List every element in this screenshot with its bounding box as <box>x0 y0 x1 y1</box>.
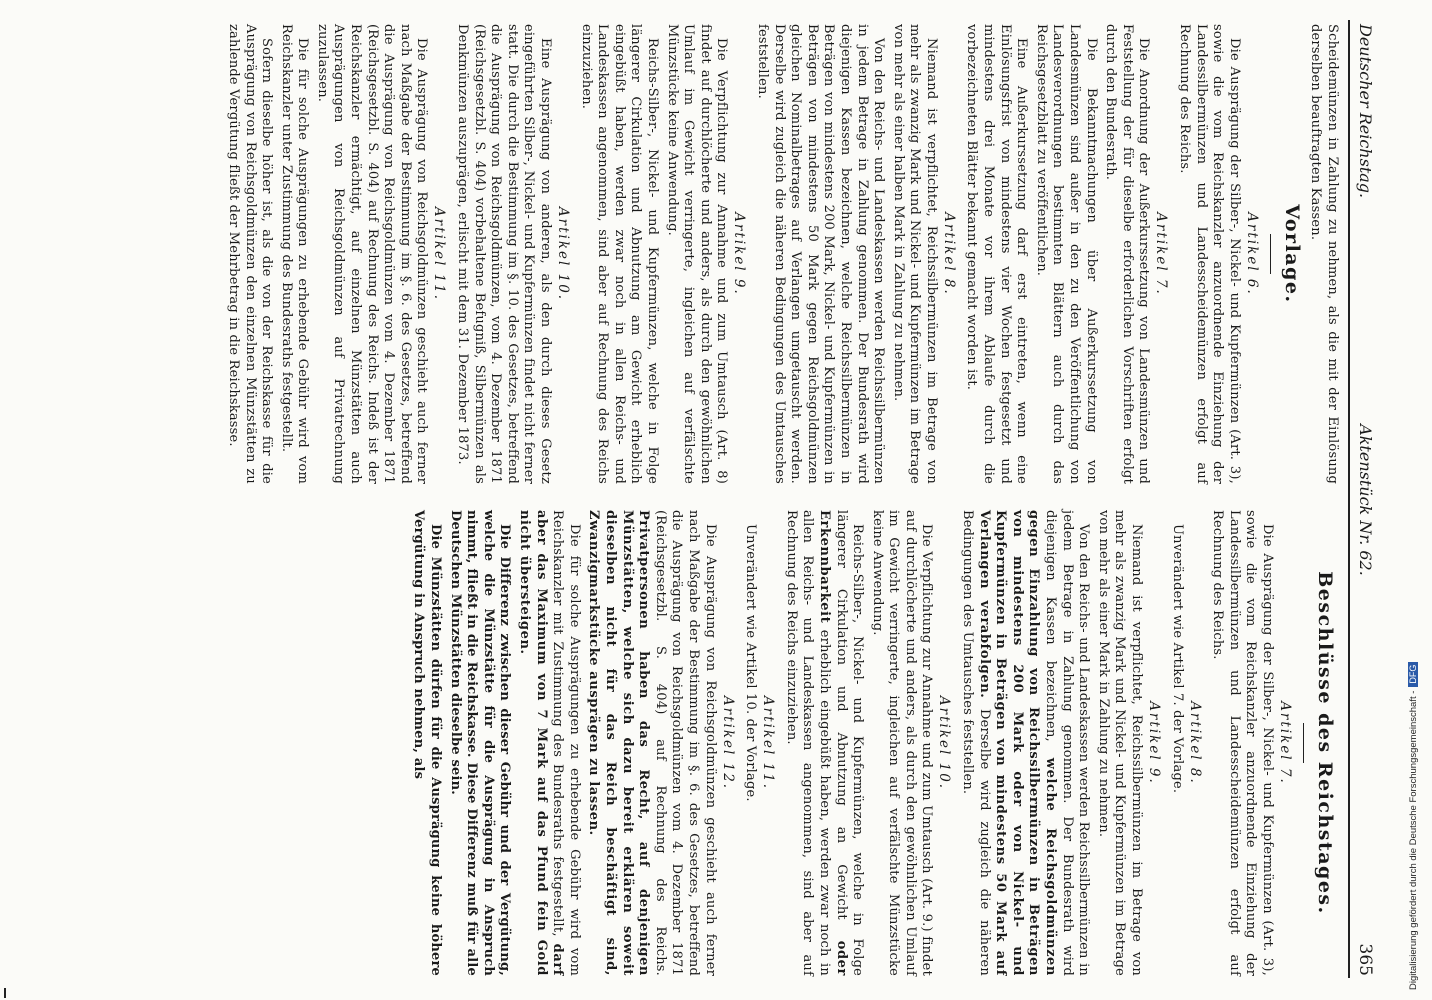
left-art9-text1: Die Verpflichtung zur Annahme und zum Umtausch (Art. 8) findet auf durchlöcherte und anders, als durch den gewöhnlichen Umlauf im Gewicht verringerte, ingleichen auf verfälschte Münzstücke keine Anwendung. <box>664 24 730 484</box>
right-art12-text2 <box>515 510 581 976</box>
header-center: Aktenstück Nr. 62. <box>1356 424 1375 576</box>
right-art9-text2b: welche Reichsgoldmünzen gegen Einzahlung von Reichssilbermünzen in Beträgen von mindestens 200 Mark oder von Nickel- und Kupfermünzen in Beträgen von mindestens 50 Mark auf Verlangen verabfolgen. <box>976 510 1059 976</box>
right-art7-text: Die Ausprägung der Silber-, Nickel- und Kupfermünzen (Art. 3), sowie die vom Reichskanzler anzuordnende Einziehung der Landessilbermünzen und Landesscheidemünzen erfolgt auf Rechnung des Reichs. <box>1210 510 1275 976</box>
left-art11-text2: Die für solche Ausprägungen zu erhebende Gebühr wird vom Reichskanzler unter Zustimmung des Bundesraths festgestellt. <box>278 24 311 484</box>
scan-edge-mark <box>4 988 6 998</box>
left-art11-text1: Die Ausprägung von Reichsgoldmünzen geschieht auch ferner nach Maßgabe der Bestimmung im §. 6. des Gesetzes, betreffend die Ausprägung von Reichsgoldmünzen vom 4. Dezember 1871 (Reichsgesetzbl. S. 404) auf Rechnung des Reichs. Indeß ist der Reichskanzler ermächtigt, auf einzelnen Münzstätten auch Ausprägungen von Reichsgoldmünzen auf Privatrechnung zuzulassen. <box>314 24 430 484</box>
left-art7-text2: Die Bekanntmachungen über Außerkurssetzung von Landesmünzen sind außer in den zu den Veröffentlichung von Landesverordnungen bestimmten Blättern auch durch das Reichsgesetzblatt zu veröffentlichen. <box>1033 24 1099 484</box>
right-column <box>407 510 1340 976</box>
right-art9-title: Artikel 9. <box>1146 701 1163 785</box>
left-art8-text1: Niemand ist verpflichtet, Reichssilbermünzen im Betrage von mehr als zwanzig Mark und Nickel- und Kupfermünzen im Betrage von mehr als einer halben Mark in Zahlung zu nehmen. <box>890 24 939 484</box>
left-heading: Vorlage. <box>1280 204 1303 304</box>
right-art10-text2b: oder Erkennbarkeit <box>816 510 849 976</box>
left-art11-text3: Sofern dieselbe höher ist, als die von der Reichskasse für die Ausprägung von Reichsgoldmünzen den einzelnen Münzstätten zu zahlende Vergütung fließt der Mehrbetrag in die Reichskasse. <box>225 24 275 484</box>
left-column <box>221 24 1340 484</box>
right-art7-title: Artikel 7. <box>1277 701 1293 785</box>
left-art6-title: Artikel 6. <box>1243 212 1260 296</box>
page-header <box>1349 24 1375 976</box>
right-art10-title: Artikel 10. <box>936 695 953 791</box>
left-art7-title: Artikel 7. <box>1153 212 1170 296</box>
left-art10-text: Eine Ausprägung von anderen, als den durch dieses Gesetz eingeführten Silber-, Nickel- und Kupfermünzen findet nicht ferner statt. Die durch die Bestimmung im §. 10. des Gesetzes, betreffend die Ausprägung von Reichsgoldmünzen, vom 4. Dezember 1871 (Reichsgesetzbl. S. 404) vorbehaltene Befugniß, Silbermünzen als Denkmünzen auszuprägen, erlischt mit dem 31. Dezember 1873. <box>455 24 554 484</box>
right-art12-text1b: Privatpersonen haben das Recht, auf denjenigen Münzstätten, welche sich dazu bereit erklären soweit dieselben nicht für das Reich beschäftigt sind, Zwanzigmarkstücke ausprägen zu lassen. <box>586 510 652 976</box>
right-heading-rule <box>1303 723 1304 763</box>
right-art12-text4: Die Münzstätten dürfen für die Ausprägung keine höhere Vergütung in Anspruch nehmen, als <box>411 510 444 976</box>
right-art12-text2a: Die für solche Ausprägungen zu erhebende Gebühr wird vom Reichskanzler mit Zustimmung des Bundesraths festgestellt, <box>550 510 582 976</box>
right-art10-text1: Die Verpflichtung zur Annahme und zum Umtausch (Art. 9.) findet auf durchlöcherte und anders, als durch den gewöhnlichen Umlauf im Gewicht verringerte, ingleichen auf verfälschte Münzstücke keine Anwendung. <box>869 510 935 976</box>
left-art6-text: Die Ausprägung der Silber-, Nickel- und Kupfermünzen (Art. 3), sowie die vom Reichskanzler anzuordnende Einziehung der Landessilbermünzen und Landesscheidemünzen erfolgt auf Rechnung des Reichs. <box>1177 24 1242 484</box>
left-art8-text2: Von den Reichs- und Landeskassen werden Reichssilbermünzen in jedem Betrage in Zahlung genommen. Der Bundesrath wird diejenigen Kassen bezeichnen, welche Reichssilbermünzen in Beträgen von mindestens 200 Mark, Nickel- und Kupfermünzen in Beträgen von mindestens 50 Mark gegen Reichsgoldmünzen gleichen Nominalbetrages auf Verlangen umgetauscht werden. Derselbe wird zugleich die näheren Bedingungen des Umtausches feststellen. <box>754 24 887 484</box>
right-art10-text2a: Reichs-Silber-, Nickel- und Kupfermünzen, welche in Folge längerer Cirkulation und Abnutzung an Gewicht <box>833 510 866 976</box>
left-art11-title: Artikel 11. <box>431 206 448 302</box>
left-top-text: Scheidemünzen in Zahlung zu nehmen, als die mit der Einlösung derselben beauftragten Kassen. <box>1308 24 1340 484</box>
rotated-page <box>40 0 1400 1000</box>
right-art10-text2 <box>782 510 865 976</box>
right-art12-text1 <box>585 510 718 976</box>
header-rule <box>1348 20 1350 978</box>
left-art8-title: Artikel 8. <box>940 212 957 296</box>
right-art9-text1: Niemand ist verpflichtet, Reichssilbermünzen im Betrage von mehr als zwanzig Mark und Nickel- und Kupfermünzen im Betrage von mehr als einer Mark in Zahlung zu nehmen. <box>1095 510 1145 976</box>
right-art9-text2 <box>959 510 1092 976</box>
left-art9-title: Artikel 9. <box>731 212 748 296</box>
digitization-note-text: Digitalisierung gefördert durch die Deutsche Forschungsgemeinschaft - <box>1408 690 1419 990</box>
right-art9-text2a: Von den Reichs- und Landeskassen werden Reichssilbermünzen in jedem Betrage in Zahlung genommen. Der Bundesrath wird diejenigen Kassen bezeichnen, <box>1043 510 1092 976</box>
right-art12-text1a: Die Ausprägung von Reichsgoldmünzen geschieht auch ferner nach Maßgabe der Bestimmung im §. 6. des Gesetzes, betreffend die Ausprägung von Reichsgoldmünzen vom 4. Dezember 1871 (Reichsgesetzbl. S. 404) auf Rechnung des Reichs. <box>652 510 718 976</box>
left-art10-title: Artikel 10. <box>555 206 572 302</box>
right-art9-text2c: Derselbe wird zugleich die näheren Bedingungen des Umtausches feststellen. <box>960 510 992 976</box>
left-art9-text2: Reichs-Silber-, Nickel- und Kupfermünzen, welche in Folge längerer Cirkulation und Abnutzung am Gewicht erheblich eingebüßt haben, werden zwar noch in allen Reichs- und Landeskassen angenommen, sind aber auf Rechnung des Reichs einzuziehen. <box>578 24 660 484</box>
left-art7-text1: Die Anordnung der Außerkurssetzung von Landesmünzen und Feststellung der für dieselbe erforderlichen Vorschriften erfolgt durch den Bundesrath. <box>1103 24 1152 484</box>
right-art8-title: Artikel 8. <box>1186 701 1203 785</box>
page-number: 365 <box>1355 943 1375 976</box>
dfg-badge: DFG <box>1408 662 1418 687</box>
right-art12-text2b: darf aber das Maximum von 7 Mark auf das Pfund fein Gold nicht übersteigen. <box>517 510 566 976</box>
right-art11-text: Unverändert wie Artikel 10. der Vorlage. <box>743 524 759 802</box>
right-art10-text2c: erheblich eingebüßt haben, werden zwar noch in allen Reichs- und Landeskassen angenommen, sind aber auf Rechnung des Reichs einzuziehen. <box>783 510 832 976</box>
right-art12-text3: Die Differenz zwischen dieser Gebühr und der Vergütung, welche die Münzstätte für die Ausprägung in Anspruch nimmt, fließt in die Reichskasse. Diese Differenz muß für alle Deutschen Münzstätten dieselbe sein. <box>447 510 513 976</box>
right-heading: Beschlüsse des Reichstages. <box>1314 571 1336 915</box>
right-art8-text: Unverändert wie Artikel 7. der Vorlage. <box>1169 524 1185 794</box>
right-art11-title: Artikel 11. <box>760 695 777 791</box>
header-left: Deutscher Reichstag. <box>1356 24 1375 199</box>
digitization-note <box>1408 0 1419 990</box>
left-heading-rule <box>1270 234 1271 274</box>
left-art7-text3: Eine Außerkurssetzung darf erst eintreten, wenn eine Einlösungsfrist von mindestens vier Wochen festgesetzt und mindestens drei Monate vor ihrem Ablaufe durch die vorbezeichneten Blätter bekannt gemacht worden ist. <box>964 24 1030 484</box>
right-art12-title: Artikel 12. <box>719 695 736 791</box>
